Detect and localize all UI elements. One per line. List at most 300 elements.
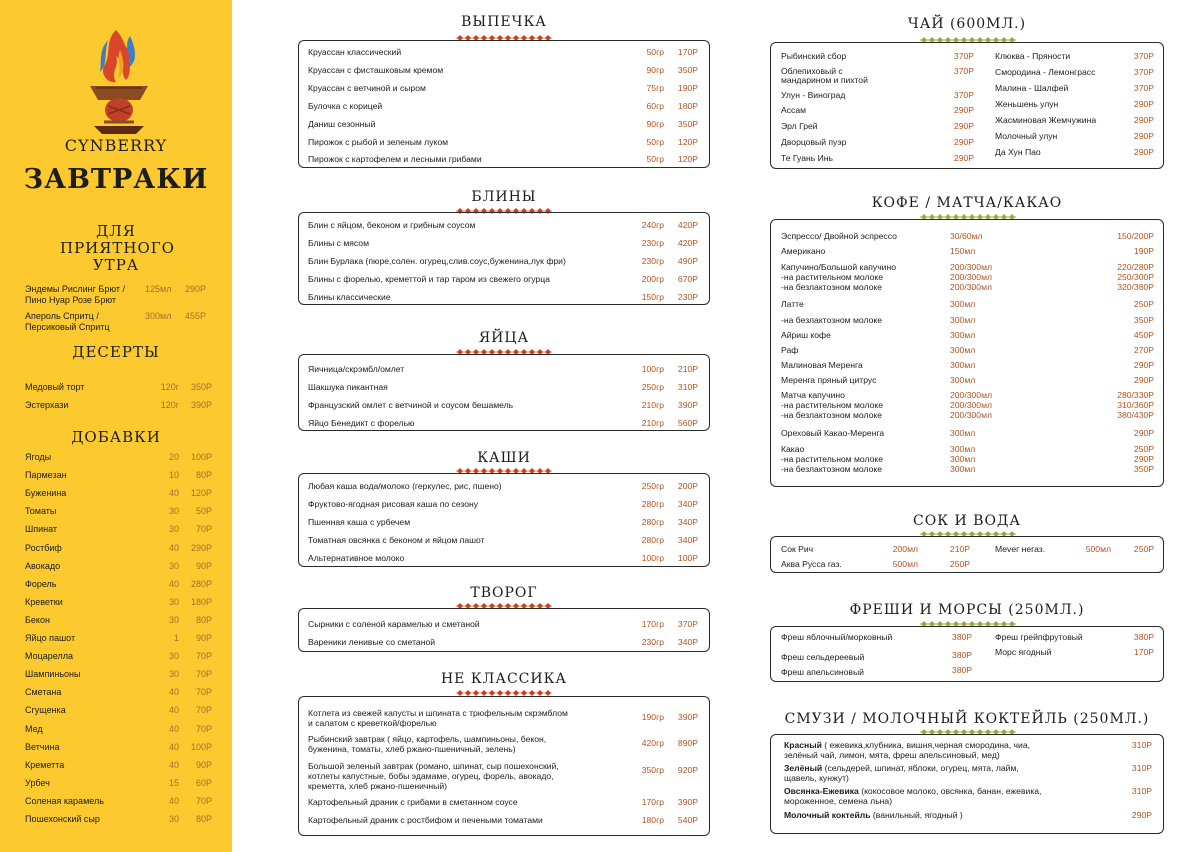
item-price: 450Р xyxy=(1133,330,1154,340)
item-price: 350Р xyxy=(1133,315,1154,325)
item-qty: 170гр xyxy=(641,619,664,629)
item-name: Блин с яйцом, беконом и грибным соусом xyxy=(308,220,476,230)
item-name: Блины с форелью, креметтой и тар таром из свежего огурца xyxy=(308,274,550,284)
list-item xyxy=(25,650,215,662)
item-price: 340Р xyxy=(677,637,698,647)
list-item xyxy=(25,632,215,644)
list-item xyxy=(25,487,215,499)
item-qty: 30 xyxy=(168,669,179,680)
item-name: -на безлактозном молоке xyxy=(781,410,882,420)
section-title-coffee: КОФЕ / МАТЧА/КАКАО xyxy=(871,195,1063,211)
item-name: -на безлактозном молоке xyxy=(781,315,882,325)
item-price: 380Р xyxy=(951,665,972,675)
item-name xyxy=(784,786,1084,796)
item-name: Блины с мясом xyxy=(308,238,369,248)
item-name: Меренга пряный цитрус xyxy=(781,375,877,385)
item-qty: 40 xyxy=(168,759,179,770)
item-name: Фреш грейпфрутовый xyxy=(995,632,1083,642)
item-price: 70Р xyxy=(195,524,212,535)
list-item xyxy=(25,795,215,807)
item-qty: 40 xyxy=(168,488,179,499)
item-name: Аква Русса газ. xyxy=(781,559,842,569)
item-name: Креветки xyxy=(25,596,63,607)
item-price: 340Р xyxy=(677,535,698,545)
item-qty: 250гр xyxy=(641,382,664,392)
item-qty: 500мл xyxy=(892,559,918,569)
logo-icon xyxy=(86,28,152,138)
pleasant-title: ДЛЯ ПРИЯТНОГО УТРА xyxy=(60,222,175,274)
item-name: котлеты капустные, бобы эдамаме, огурец, форель, авокадо, xyxy=(308,771,554,781)
item-desc: (ванильный, ягодный ) xyxy=(870,810,963,820)
item-qty: 30/60мл xyxy=(950,231,983,241)
item-name: Ростбиф xyxy=(25,542,62,553)
section-title-eggs: ЯЙЦА xyxy=(478,330,530,346)
item-desc: (кокосовое молоко, овсянка, банан, ежевика, xyxy=(858,786,1042,796)
item-name: Даниш сезонный xyxy=(308,118,376,129)
item-name: Айриш кофе xyxy=(781,330,831,340)
page-title: ЗАВТРАКИ xyxy=(23,164,209,195)
list-item xyxy=(25,759,215,771)
item-price: 380Р xyxy=(1133,632,1154,642)
item-qty: 210гр xyxy=(641,418,664,428)
item-name: Яйцо пашот xyxy=(25,633,76,643)
item-name: Французский омлет с ветчиной и соусом бешамель xyxy=(308,400,514,410)
item-name: Шампиньоны xyxy=(25,669,81,680)
list-item xyxy=(25,614,215,626)
item-price: 190Р xyxy=(1133,246,1154,256)
item-price: 70Р xyxy=(195,687,212,698)
item-name: буженина, томаты, хлеб ржано-пшеничный, зелень) xyxy=(308,744,516,754)
item-qty: 40 xyxy=(168,795,179,806)
list-item xyxy=(25,723,215,735)
item-qty: 300мл xyxy=(950,464,976,474)
item-price: 340Р xyxy=(677,499,698,509)
section-title-fresh: ФРЕШИ И МОРСЫ (250МЛ.) xyxy=(849,602,1085,618)
item-name: Круассан классический xyxy=(308,47,402,57)
item-price: 230Р xyxy=(677,292,698,302)
item-name: Томаты xyxy=(25,506,57,517)
addons-title: ДОБАВКИ xyxy=(71,428,161,446)
item-price: 420Р xyxy=(677,238,698,248)
brand-name: CYNBERRY xyxy=(64,136,168,155)
item-qty: 300мл xyxy=(950,454,976,464)
item-price: 560Р xyxy=(677,418,698,428)
list-item xyxy=(25,686,215,698)
item-qty: 50гр xyxy=(646,154,664,165)
item-qty: 50гр xyxy=(646,47,664,57)
item-qty: 10 xyxy=(168,470,179,481)
item-name: Моцарелла xyxy=(25,651,73,662)
item-name: Картофельный драник с ростбифом и печеными томатами xyxy=(308,815,543,825)
item-qty: 250гр xyxy=(641,481,664,491)
item-name: Малиновая Меренга xyxy=(781,360,863,370)
item-name: Женьшень улун xyxy=(995,99,1059,109)
item-name: Капучино/Большой капучино xyxy=(781,262,896,272)
item-qty: 200/300мл xyxy=(950,400,992,410)
item-name: Сырники с соленой карамелью и сметаной xyxy=(308,619,480,629)
item-name: Молочный улун xyxy=(995,131,1058,141)
item-price: 290Р xyxy=(1133,131,1154,141)
item-qty: 280гр xyxy=(641,517,664,527)
item-name: Клюква - Пряности xyxy=(995,51,1071,61)
item-price: 370Р xyxy=(1133,83,1154,93)
item-price: 120Р xyxy=(190,488,212,499)
item-price: 210Р xyxy=(677,364,698,374)
item-price: 290Р xyxy=(190,542,212,553)
item-qty: 20 xyxy=(168,452,179,462)
item-price: 290Р xyxy=(953,137,974,147)
item-name: Сок Рич xyxy=(781,544,814,554)
item-price: 250Р xyxy=(1133,299,1154,309)
item-price: 290Р xyxy=(1133,454,1154,464)
item-name: Круассан с фисташковым кремом xyxy=(308,64,444,75)
item-name: Пшенная каша с урбечем xyxy=(308,517,411,527)
item-qty: 300мл xyxy=(950,330,976,340)
item-name: -на растительном молоке xyxy=(781,454,884,464)
item-name: Ассам xyxy=(781,105,807,115)
item-desc: щавель, кунжут) xyxy=(784,773,849,783)
item-price: 540Р xyxy=(677,815,698,825)
item-qty: 30 xyxy=(168,596,179,607)
item-name: Урбеч xyxy=(25,777,50,788)
item-price: 150/200Р xyxy=(1117,231,1154,241)
item-price: 420Р xyxy=(677,220,698,230)
item-name: Шпинат xyxy=(25,524,58,535)
item-name: Жасминовая Жемчужина xyxy=(995,115,1097,125)
item-name: креметта, хлеб ржано-пшеничный) xyxy=(308,781,447,791)
item-qty: 30 xyxy=(168,614,179,625)
list-item xyxy=(25,813,215,825)
item-name: Пирожок с рыбой и зеленым луком xyxy=(308,136,449,147)
item-name: Форель xyxy=(25,578,57,589)
section-title-pancakes: БЛИНЫ xyxy=(471,189,537,205)
item-name: Латте xyxy=(781,299,804,309)
item-name: Фруктово-ягодная рисовая каша по сезону xyxy=(308,499,479,509)
item-qty: 200/300мл xyxy=(950,272,992,282)
item-name: -на растительном молоке xyxy=(781,272,884,282)
item-price: 210Р xyxy=(949,544,970,554)
section-title-smoothie: СМУЗИ / МОЛОЧНЫЙ КОКТЕЙЛЬ (250МЛ.) xyxy=(784,711,1150,727)
item-price: 80Р xyxy=(195,614,212,625)
item-price: 290Р xyxy=(1133,375,1154,385)
item-price: 70Р xyxy=(195,723,212,734)
section-title-nonclassic: НЕ КЛАССИКА xyxy=(440,671,568,687)
list-item: Медовый торт 120г 350Р xyxy=(25,382,212,392)
list-item xyxy=(25,505,215,517)
item-qty: 210гр xyxy=(641,400,664,410)
list-item xyxy=(25,668,215,680)
item-name: -на растительном молоке xyxy=(781,400,884,410)
item-name xyxy=(784,740,1084,750)
item-name: Яичница/скрэмбл/омлет xyxy=(308,364,405,374)
list-item: Эстерхази 120г 390Р xyxy=(25,400,212,410)
item-price: 290Р xyxy=(1131,810,1152,820)
item-price: 100Р xyxy=(190,452,212,462)
list-item xyxy=(25,560,215,572)
desserts-title: ДЕСЕРТЫ xyxy=(72,343,160,361)
list-item xyxy=(25,469,215,481)
item-name: Альтернативное молоко xyxy=(308,553,405,563)
item-name: -на безлактозном молоке xyxy=(781,464,882,474)
item-name: Креметта xyxy=(25,759,65,770)
item-name: Вареники ленивые со сметаной xyxy=(308,637,436,647)
item-name: Матча капучино xyxy=(781,390,845,400)
item-qty: 60гр xyxy=(646,100,664,111)
item-name: Малина - Шалфей xyxy=(995,83,1069,93)
item-name: Мед xyxy=(25,723,43,734)
item-qty: 300мл xyxy=(950,315,976,325)
item-name: Большой зеленый завтрак (романо, шпинат, сыр пошехонский, xyxy=(308,761,559,771)
item-price: 170Р xyxy=(677,47,698,57)
item-name: Эрл Грей xyxy=(781,121,818,131)
item-qty: 170гр xyxy=(641,797,664,807)
item-price: 290Р xyxy=(1133,360,1154,370)
item-title: Красный xyxy=(784,740,822,750)
section-title-juice: СОК И ВОДА xyxy=(913,513,1021,529)
item-qty: 180гр xyxy=(641,815,664,825)
list-item xyxy=(25,451,215,463)
item-name: Рыбинский завтрак ( яйцо, картофель, шампиньоны, бекон, xyxy=(308,734,547,744)
item-price: 180Р xyxy=(190,596,212,607)
item-name: Блин Бурлака (пюре,солен. огурец,слив.соус,буженина,лук фри) xyxy=(308,256,566,266)
item-qty: 200/300мл xyxy=(950,390,992,400)
item-price: 290Р xyxy=(1133,147,1154,157)
item-price: 120Р xyxy=(677,154,698,165)
item-desc: (сельдерей, шпинат, яблоки, огурец, мята, лайм, xyxy=(822,763,1019,773)
item-qty: 30 xyxy=(168,560,179,571)
item-qty: 40 xyxy=(168,705,179,716)
item-price: 90Р xyxy=(195,759,212,770)
item-name: Авокадо xyxy=(25,560,61,571)
item-qty: 90гр xyxy=(646,64,664,75)
item-qty: 40 xyxy=(168,723,179,734)
item-qty: 100гр xyxy=(641,364,664,374)
item-qty: 200гр xyxy=(641,274,664,284)
item-price: 390Р xyxy=(677,712,698,722)
item-name: мандарином и пихтой xyxy=(781,75,868,85)
item-price: 170Р xyxy=(1133,647,1154,657)
item-qty: 230гр xyxy=(641,238,664,248)
item-price: 70Р xyxy=(195,705,212,716)
item-name: Буженина xyxy=(25,488,67,499)
item-name: Те Гуань Инь xyxy=(781,153,834,163)
list-item xyxy=(25,578,215,590)
item-qty: 280гр xyxy=(641,499,664,509)
item-name: Пирожок с картофелем и лесными грибами xyxy=(308,154,482,165)
item-name: Картофельный драник с грибами в сметанном соусе xyxy=(308,797,518,807)
item-name: Котлета из свежей капусты и шпината с трюфельным скрэмблом xyxy=(308,708,568,718)
item-qty: 300мл xyxy=(950,360,976,370)
section-title-porridge: КАШИ xyxy=(477,450,531,466)
item-name: Улун - Виноград xyxy=(781,90,846,100)
item-price: 80Р xyxy=(195,814,212,824)
list-item xyxy=(25,704,215,716)
item-price: 290Р xyxy=(1133,99,1154,109)
item-price: 670Р xyxy=(677,274,698,284)
item-qty: 200/300мл xyxy=(950,262,992,272)
item-price: 70Р xyxy=(195,795,212,806)
item-qty: 300мл xyxy=(950,375,976,385)
item-price: 370Р xyxy=(953,66,974,76)
list-item xyxy=(25,741,215,753)
item-price: 380Р xyxy=(951,650,972,660)
list-item xyxy=(25,542,215,554)
item-name: Да Хун Пао xyxy=(995,147,1041,157)
item-price: 280/330Р xyxy=(1117,390,1154,400)
item-qty: 30 xyxy=(168,524,179,535)
item-price: 250Р xyxy=(1133,544,1154,554)
item-qty: 300мл xyxy=(950,345,976,355)
item-qty: 40 xyxy=(168,578,179,589)
item-name: Пармезан xyxy=(25,470,67,481)
item-qty: 30 xyxy=(168,506,179,517)
item-price: 310Р xyxy=(1131,763,1152,773)
item-price: 120Р xyxy=(677,136,698,147)
item-name: Американо xyxy=(781,246,826,256)
list-item xyxy=(25,596,215,608)
item-price: 310/360Р xyxy=(1117,400,1154,410)
item-price: 290Р xyxy=(953,105,974,115)
item-qty: 280гр xyxy=(641,535,664,545)
item-name: Яйцо Бенедикт с форелью xyxy=(308,418,415,428)
item-name xyxy=(784,810,1084,820)
item-qty: 500мл xyxy=(1085,544,1111,554)
item-name: Сгущенка xyxy=(25,705,66,716)
item-qty: 40 xyxy=(168,687,179,698)
item-price: 370Р xyxy=(1133,51,1154,61)
item-price: 350Р xyxy=(677,118,698,129)
item-price: 890Р xyxy=(677,738,698,748)
item-qty: 240гр xyxy=(641,220,664,230)
item-price: 340Р xyxy=(677,517,698,527)
item-name: Фреш апельсиновый xyxy=(781,667,864,677)
item-price: 100Р xyxy=(677,553,698,563)
item-qty: 420гр xyxy=(641,738,664,748)
item-title: Молочный коктейль xyxy=(784,810,871,820)
item-price: 190Р xyxy=(677,82,698,93)
item-price: 180Р xyxy=(677,100,698,111)
item-name: и салатом с креветкой/форелью xyxy=(308,718,437,728)
item-price: 250Р xyxy=(949,559,970,569)
item-name: Томатная овсянка с беконом и яйцом пашот xyxy=(308,535,485,545)
item-price: 370Р xyxy=(953,51,974,61)
item-price: 250/300Р xyxy=(1117,272,1154,282)
item-price: 60Р xyxy=(195,777,212,788)
item-price: 310Р xyxy=(677,382,698,392)
item-title: Зелёный xyxy=(784,763,823,773)
item-desc: зелёный чай, лимон, мята, фреш апельсиновый, мед) xyxy=(784,750,1000,760)
item-qty: 200/300мл xyxy=(950,282,992,292)
item-desc: ( ежевика,клубника, вишня,черная смородина, чиа, xyxy=(821,740,1031,750)
item-price: 80Р xyxy=(195,470,212,481)
item-qty: 150гр xyxy=(641,292,664,302)
item-qty: 100гр xyxy=(641,553,664,563)
item-price: 310Р xyxy=(1131,786,1152,796)
item-qty: 150мл xyxy=(950,246,976,256)
item-qty: 40 xyxy=(168,542,179,553)
item-qty: 350гр xyxy=(641,765,664,775)
item-price: 390Р xyxy=(677,400,698,410)
item-name: Облепиховый с xyxy=(781,66,843,76)
item-qty: 230гр xyxy=(641,637,664,647)
item-desc: мороженное, семена льна) xyxy=(784,796,893,806)
item-price: 270Р xyxy=(1133,345,1154,355)
item-name: Соленая карамель xyxy=(25,795,104,806)
item-name: Любая каша вода/молоко (геркулес, рис, пшено) xyxy=(308,481,502,491)
item-name: Меvег негаз. xyxy=(995,544,1046,554)
item-qty: 50гр xyxy=(646,136,664,147)
item-name: Сметана xyxy=(25,687,62,698)
item-price: 220/280Р xyxy=(1117,262,1154,272)
item-price: 380/430Р xyxy=(1117,410,1154,420)
item-qty: 300мл xyxy=(950,428,976,438)
item-title: Овсянка-Ежевика xyxy=(784,786,859,796)
item-qty: 230гр xyxy=(641,256,664,266)
item-name: Смородина - Лемонграсс xyxy=(995,67,1096,77)
item-qty: 30 xyxy=(168,814,179,824)
item-name: Фреш яблочный/морковный xyxy=(781,632,893,642)
item-name: Шакшука пикантная xyxy=(308,382,388,392)
item-name: Круассан с ветчиной и сыром xyxy=(308,82,426,93)
list-item xyxy=(25,777,215,789)
item-price: 200Р xyxy=(677,481,698,491)
item-name: Какао xyxy=(781,444,805,454)
item-price: 390Р xyxy=(677,797,698,807)
item-qty: 200мл xyxy=(892,544,918,554)
item-name: Булочка с корицей xyxy=(308,100,383,111)
item-name: Ветчина xyxy=(25,741,60,752)
item-price: 70Р xyxy=(195,669,212,680)
sidebar: CYNBERRY ЗАВТРАКИ ДЛЯ ПРИЯТНОГО УТРА Эндемы Рислинг Брют / Пино Нуар Розе Брют 125мл 290Р Апероль Спритц / Персиковый Спритц 300мл 455Р ДЕСЕРТЫ Медовый торт 120г 350Р Эстерхази 120г 390Р ДОБАВКИ Ягоды 20 100Р Пармезан 10 80Р Буженина 40 120Р Томаты 30 50Р Шпинат 30 70Р Ростбиф 40 290Р Авокадо 30 90Р Форель 40 280Р Креветки 30 180Р Бекон 30 80Р Яйцо пашот 1 90Р Моцарелла 30 70Р Шампиньоны 30 70Р Сметана 40 70Р Сгущенка 40 70Р Мед 40 70Р Ветчина 40 100Р Креметта 40 90Р Урбеч 15 60Р Соленая карамель 40 70Р Пошехонский сыр 30 80Р xyxy=(0,0,232,852)
section-title-cottage: ТВОРОГ xyxy=(470,585,538,601)
item-name: Эспрессо/ Двойной эспрессо xyxy=(781,231,897,241)
item-name: Раф xyxy=(781,345,799,355)
item-price: 920Р xyxy=(677,765,698,775)
item-price: 70Р xyxy=(195,651,212,662)
item-price: 290Р xyxy=(953,121,974,131)
item-price: 290Р xyxy=(953,153,974,163)
list-item xyxy=(25,523,215,535)
item-name: Фреш сельдереевый xyxy=(781,652,865,662)
item-price: 320/380Р xyxy=(1117,282,1154,292)
item-name: Пошехонский сыр xyxy=(25,814,100,824)
section-title-pastry: ВЫПЕЧКА xyxy=(461,14,547,30)
item-price: 370Р xyxy=(677,619,698,629)
item-price: 370Р xyxy=(1133,67,1154,77)
item-name: Дворцовый пуэр xyxy=(781,137,847,147)
item-price: 90Р xyxy=(195,560,212,571)
item-price: 310Р xyxy=(1131,740,1152,750)
item-qty: 200/300мл xyxy=(950,410,992,420)
item-qty: 190гр xyxy=(641,712,664,722)
item-price: 380Р xyxy=(951,632,972,642)
item-price: 290Р xyxy=(1133,115,1154,125)
item-price: 250Р xyxy=(1133,444,1154,454)
item-name: Рыбинский сбор xyxy=(781,51,847,61)
item-qty: 90гр xyxy=(646,118,664,129)
item-qty: 40 xyxy=(168,741,179,752)
item-name: Блины классические xyxy=(308,292,391,302)
item-name xyxy=(784,763,1084,773)
item-qty: 15 xyxy=(168,777,179,788)
item-price: 290Р xyxy=(1133,428,1154,438)
item-price: 50Р xyxy=(195,506,212,517)
item-qty: 300мл xyxy=(950,299,976,309)
item-price: 350Р xyxy=(1133,464,1154,474)
item-price: 490Р xyxy=(677,256,698,266)
item-name: Ягоды xyxy=(25,452,52,462)
item-name: Морс ягодный xyxy=(995,647,1052,657)
